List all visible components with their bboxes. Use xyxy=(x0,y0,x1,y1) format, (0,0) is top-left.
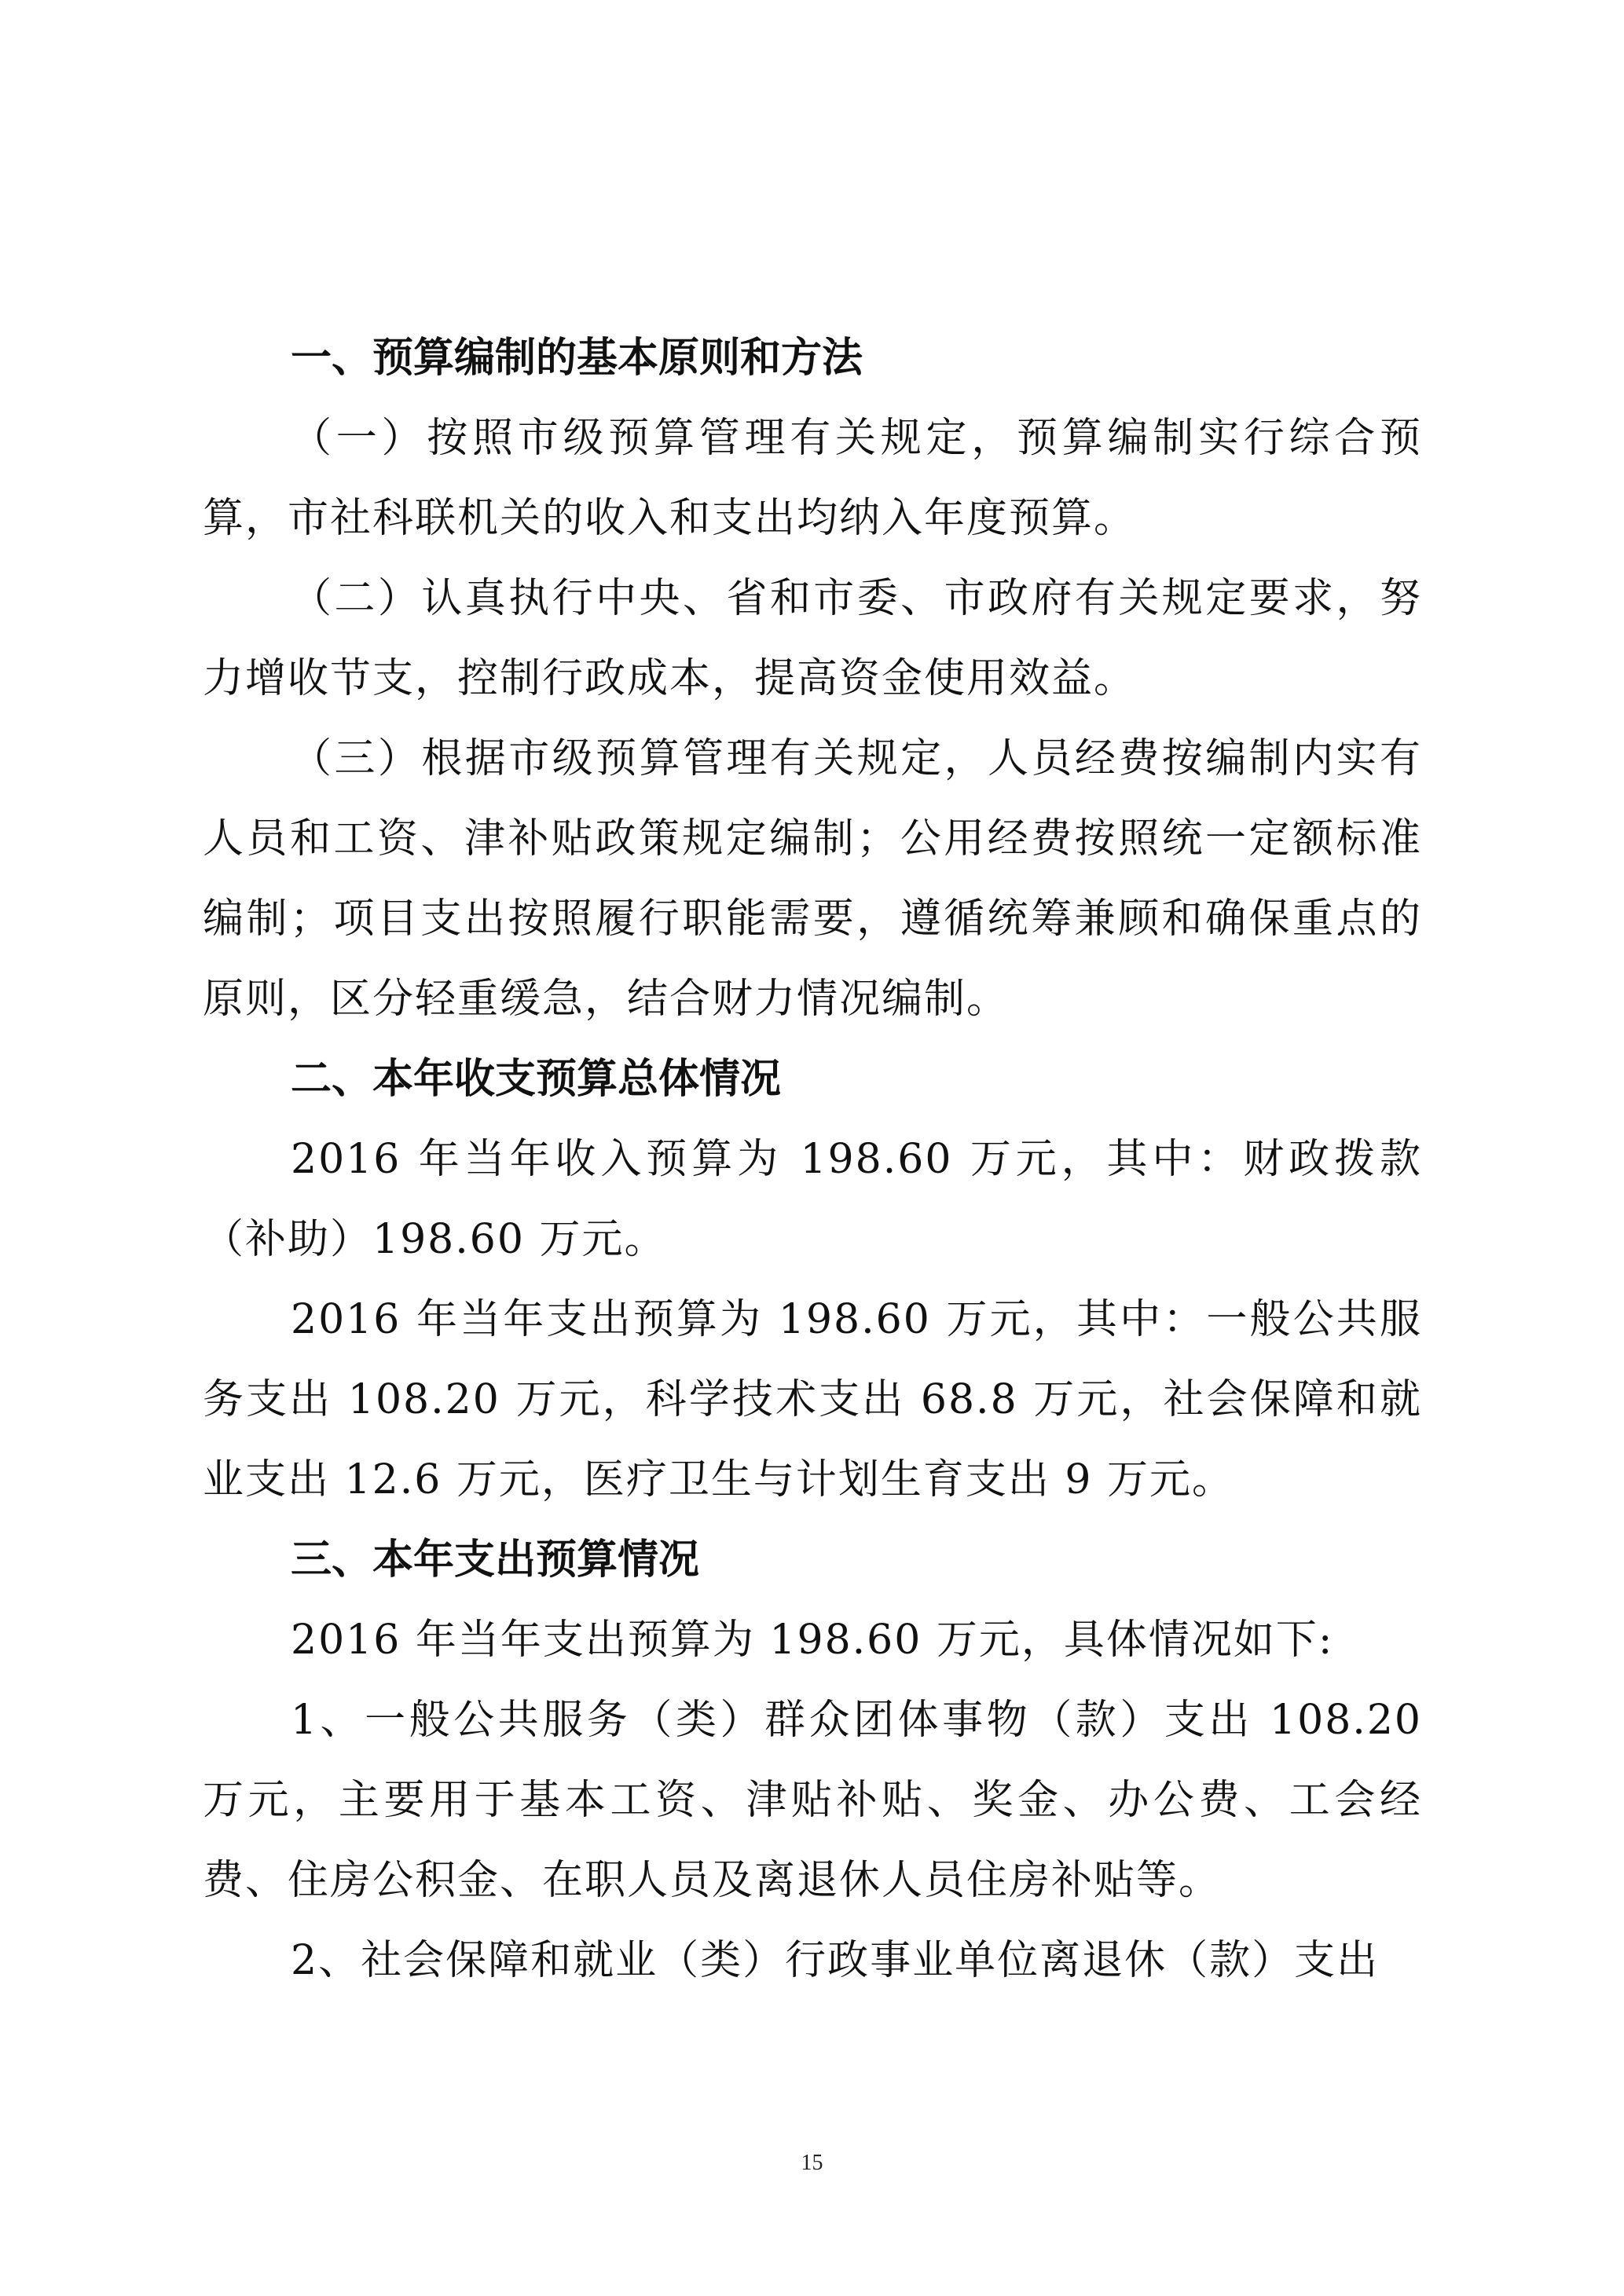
paragraph-principle-1: （一）按照市级预算管理有关规定，预算编制实行综合预算，市社科联机关的收入和支出均纳入年度预算。 xyxy=(203,415,1422,542)
section-heading-expenditure-detail: 三、本年支出预算情况 xyxy=(291,1536,700,1584)
document-body xyxy=(203,318,1422,2001)
section-heading-principles: 一、预算编制的基本原则和方法 xyxy=(291,335,863,382)
paragraph-principle-3: （三）根据市级预算管理有关规定，人员经费按编制内实有人员和工资、津补贴政策规定编制；公用经费按照统一定额标准编制；项目支出按照履行职能需要，遵循统筹兼顾和确保重点的原则，区分轻重缓急，结合财力情况编制。 xyxy=(203,735,1422,1023)
paragraph-expenditure-intro: 2016 年当年支出预算为 198.60 万元，具体情况如下: xyxy=(291,1617,1334,1664)
page-number: 15 xyxy=(801,2151,823,2175)
paragraph-expenditure-item-2: 2、社会保障和就业（类）行政事业单位离退休（款）支出 xyxy=(291,1937,1380,1984)
paragraph-expenditure-item-1: 1、一般公共服务（类）群众团体事物（款）支出 108.20 万元，主要用于基本工资、津贴补贴、奖金、办公费、工会经费、住房公积金、在职人员及离退休人员住房补贴等。 xyxy=(203,1697,1422,1904)
paragraph-principle-2: （二）认真执行中央、省和市委、市政府有关规定要求，努力增收节支，控制行政成本，提高资金使用效益。 xyxy=(203,575,1422,702)
section-heading-overall-budget: 二、本年收支预算总体情况 xyxy=(291,1056,782,1103)
paragraph-income-budget: 2016 年当年收入预算为 198.60 万元，其中：财政拨款（补助）198.60 万元。 xyxy=(203,1136,1422,1263)
paragraph-expenditure-budget: 2016 年当年支出预算为 198.60 万元，其中：一般公共服务支出 108.20 万元，科学技术支出 68.8 万元，社会保障和就业支出 12.6 万元，医疗卫生与计划生育支出 9 万元。 xyxy=(203,1296,1422,1503)
